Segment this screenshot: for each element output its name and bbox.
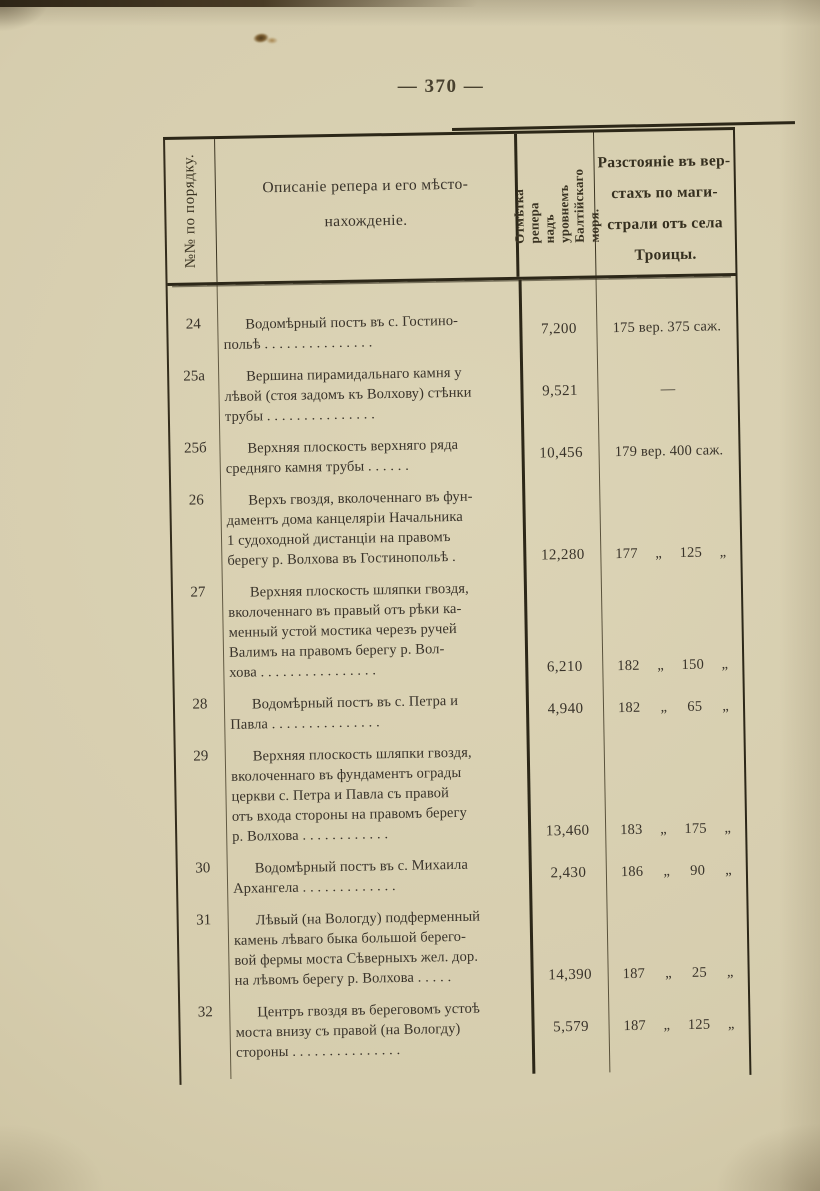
row-number-cell: 26 [188, 492, 204, 509]
distance-cell: 187 „ 125 „ [623, 1015, 735, 1034]
table-row [170, 430, 739, 480]
row-number-cell: 30 [195, 860, 211, 877]
distance-cell: 187 „ 25 „ [622, 964, 734, 983]
elevation-cell: 10,456 [539, 444, 584, 461]
elevation-cell: 4,940 [547, 700, 584, 717]
table-row [176, 738, 746, 848]
description-cell: Водомѣрный постъ въ с. Михаила Архангела . . . . . . . . . . . . . [232, 856, 469, 897]
row-number-cell: 31 [196, 912, 212, 929]
description-cell: Вершина пирамидальнаго камня у лѣвой (стоя задомъ къ Волхову) стѣнки трубы . . . . . . . . . . . . . . . [224, 364, 472, 425]
elevation-cell: 6,210 [546, 658, 583, 676]
header-no-column [165, 139, 217, 283]
table-row [178, 850, 747, 900]
elevation-cell: 14,390 [548, 966, 593, 984]
elevation-cell: 12,280 [540, 546, 585, 564]
header-distance-label: Разстояніе въ вер- стахъ по маги- страли отъ села Троицы. [597, 152, 731, 264]
table-row [168, 306, 737, 356]
distance-cell: 183 „ 175 „ [620, 820, 732, 839]
description-cell: Водомѣрный постъ въ с. Петра и Павла . . . . . . . . . . . . . . . [230, 692, 459, 733]
table-row [175, 686, 744, 736]
table-row [179, 902, 748, 992]
row-number-cell: 29 [193, 748, 209, 765]
row-number-cell: 27 [190, 584, 206, 601]
row-number-cell: 24 [185, 316, 201, 333]
description-cell: Верхъ гвоздя, вколоченнаго въ фун- даментъ дома канцеляріи Начальника 1 судоходной дистанціи на правомъ берегу р. Волхова въ Гостинопольѣ . [226, 488, 473, 569]
page-number: — 370 — [397, 76, 485, 97]
header-no-label: №№ по порядку. [181, 153, 200, 269]
description-cell: Верхняя плоскость шляпки гвоздя, вколоченнаго въ фундаментъ ограды церкви с. Петра и Павла съ правой отъ входа стороны на правомъ берегу р. Волхова . . . . . . . . . . . . [231, 744, 472, 845]
benchmark-table [163, 127, 751, 1085]
page-top-shadow [0, 0, 478, 7]
row-number-cell: 32 [197, 1004, 213, 1021]
table-row [171, 482, 740, 572]
description-cell: Лѣвый (на Вологду) подферменный камень лѣваго быка большой берего- вой фермы моста Сѣверныхъ жел. дор. на лѣвомъ берегу р. Волхова . . . . . [233, 908, 481, 989]
elevation-cell: 9,521 [541, 382, 578, 399]
table-row [169, 358, 738, 428]
ink-stain-light [266, 37, 278, 44]
elevation-cell: 5,579 [553, 1018, 590, 1035]
header-description-column [215, 134, 519, 282]
description-cell: Центръ гвоздя въ береговомъ устоѣ моста внизу съ правой (на Вологду) стороны . . . . . . . . . . . . . . . [235, 1000, 481, 1061]
table-row [173, 574, 743, 684]
table-header-row [165, 130, 735, 286]
header-description-label: Описаніе репера и его мѣсто- нахожденіе. [262, 175, 469, 231]
distance-cell: 182 „ 65 „ [617, 697, 730, 716]
distance-cell: — [660, 380, 676, 397]
elevation-cell: 7,200 [540, 320, 577, 337]
elevation-cell: 13,460 [545, 822, 590, 840]
row-number-cell: 25а [183, 368, 206, 385]
distance-cell: 186 „ 90 „ [620, 861, 732, 880]
description-cell: Водомѣрный постъ въ с. Гостино- польѣ . . . . . . . . . . . . . . . [223, 312, 459, 353]
distance-cell: 175 вер. 375 саж. [612, 317, 722, 336]
header-elevation-column [510, 132, 602, 276]
table-row [180, 994, 749, 1064]
description-cell: Верхняя плоскость верхняго ряда средняго камня трубы . . . . . . [225, 436, 459, 477]
table-body [168, 276, 750, 1084]
distance-cell: 177 „ 125 „ [615, 544, 727, 563]
header-distance-column [594, 130, 735, 275]
distance-cell: 179 вер. 400 саж. [614, 441, 724, 460]
row-number-cell: 25б [183, 440, 207, 457]
header-elevation-label: Отмѣтка репера надъ уровнемъ Балтійскаго моря. [510, 168, 602, 244]
distance-cell: 182 „ 150 „ [617, 656, 729, 675]
description-cell: Верхняя плоскость шляпки гвоздя, вколоченнаго въ правый отъ рѣки ка- менный устой мостика черезъ ручей Валимъ на правомъ берегу р. Вол- хова . . . . . . . . . . . . . . . . [228, 580, 469, 681]
elevation-cell: 2,430 [550, 864, 587, 881]
row-number-cell: 28 [192, 696, 208, 713]
